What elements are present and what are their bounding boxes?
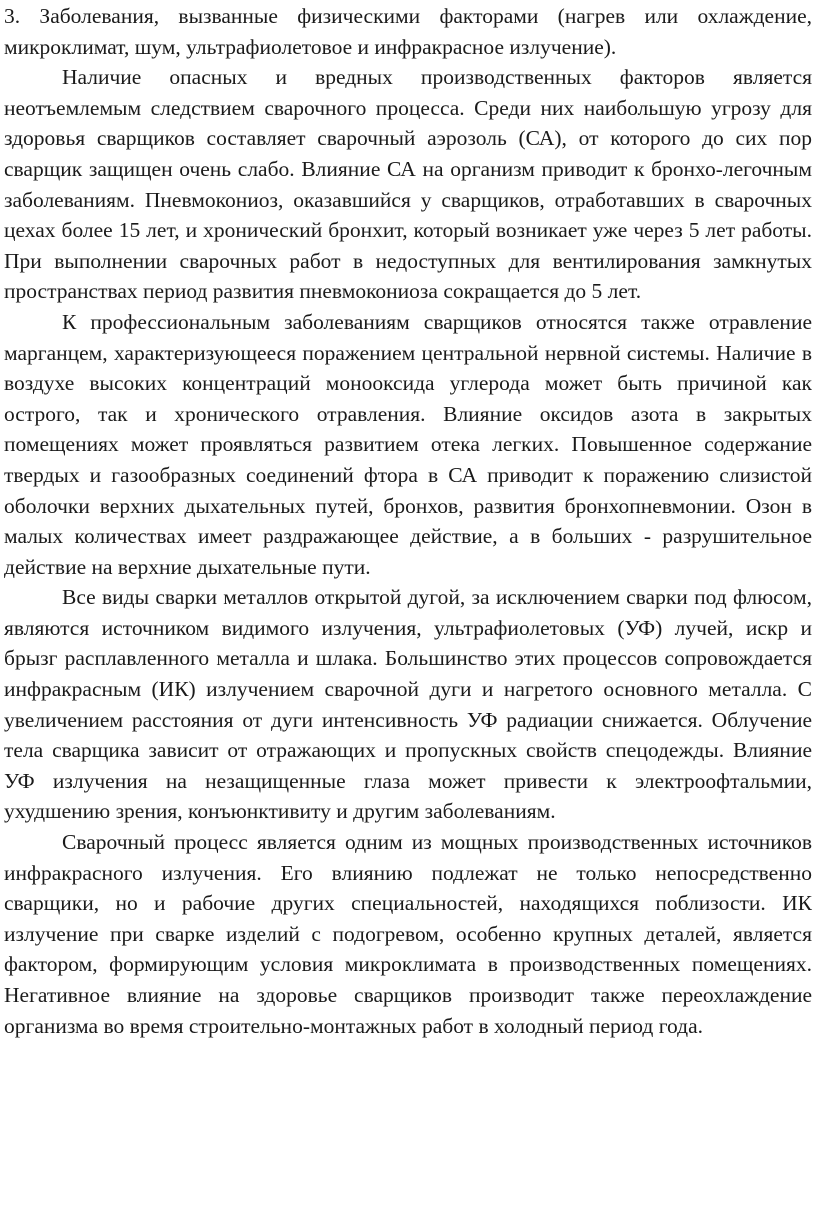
paragraph-uv-radiation: Все виды сварки металлов открытой дугой, за исключением сварки под флюсом, являются источником видимого излучения, ультрафиолетовых (УФ) лучей, искр и брызг расплавленного металла и шлака. Большинство этих процессов сопровождается инфракрасным (ИК) излучением сварочной дуги и нагретого основного металла. С увеличением расстояния от дуги интенсивность УФ радиации снижается. Облучение тела сварщика зависит от отражающих и пропускных свойств спецодежды. Влияние УФ излучения на незащищенные глаза может привести к электроофтальмии, ухудшению зрения, конъюнктивиту и другим заболеваниям. <box>4 585 812 824</box>
paragraph-welding-aerosol: Наличие опасных и вредных производственных факторов является неотъемлемым следствием сварочного процесса. Среди них наибольшую угрозу для здоровья сварщиков составляет сварочный аэрозоль (СА), от которого до сих пор сварщик защищен очень слабо. Влияние СА на организм приводит к бронхо-легочным заболеваниям. Пневмокониоз, оказавшийся у сварщиков, отработавших в сварочных цехах более 15 лет, и хронический бронхит, который возникает уже через 5 лет работы. При выполнении сварочных работ в недоступных для вентилирования замкнутых пространствах период развития пневмокониоза сокращается до 5 лет. <box>4 65 812 304</box>
paragraph-infrared-radiation: Сварочный процесс является одним из мощных производственных источников инфракрасного излучения. Его влиянию подлежат не только непосредственно сварщики, но и рабочие других специальностей, находящихся поблизости. ИК излучение при сварке изделий с подогревом, особенно крупных деталей, является фактором, формирующим условия микроклимата в производственных помещениях. Негативное влияние на здоровье сварщиков производит также переохлаждение организма во время строительно-монтажных работ в холодный период года. <box>4 830 812 1038</box>
section-heading: 3. Заболевания, вызванные физическими факторами (нагрев или охлаждение, микроклимат, шум, ультрафиолетовое и инфракрасное излучение). <box>4 4 812 59</box>
paragraph-occupational-poisoning: К профессиональным заболеваниям сварщиков относятся также отравление марганцем, характеризующееся поражением центральной нервной системы. Наличие в воздухе высоких концентраций монооксида углерода может быть причиной как острого, так и хронического отравления. Влияние оксидов азота в закрытых помещениях может проявляться развитием отека легких. Повышенное содержание твердых и газообразных соединений фтора в СА приводит к поражению слизистой оболочки верхних дыхательных путей, бронхов, развития бронхопневмонии. Озон в малых количествах имеет раздражающее действие, а в больших - разрушительное действие на верхние дыхательные пути. <box>4 309 812 579</box>
